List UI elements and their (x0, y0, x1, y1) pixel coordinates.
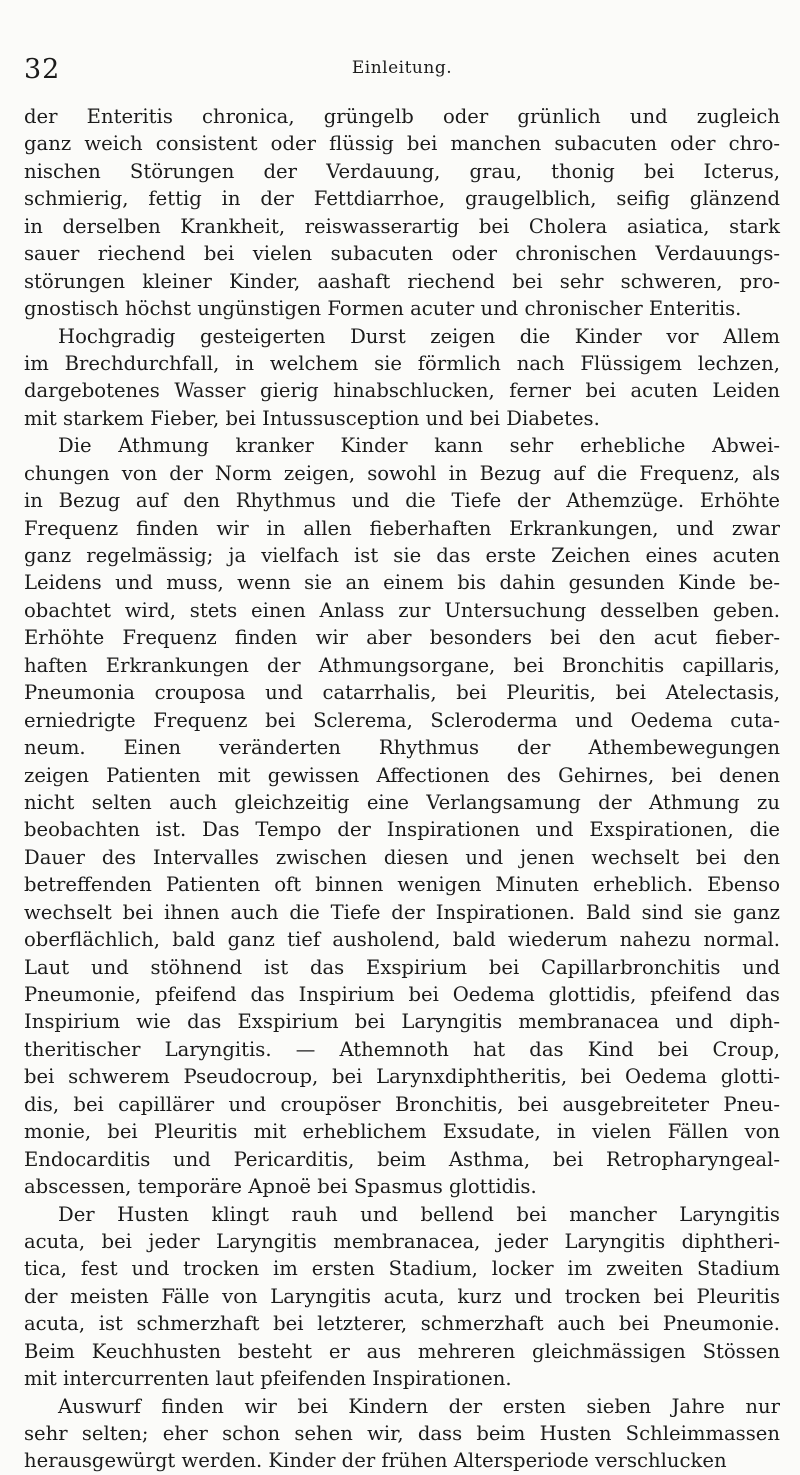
text-line: Der Husten klingt rauh und bellend bei mancher Laryngitis (58, 1202, 780, 1226)
text-line: schmierig, fettig in der Fettdiarrhoe, graugelblich, seifig glänzend (24, 187, 780, 211)
text-line: dis, bei capillärer und croupöser Bronchitis, bei ausgebreiteter Pneu- (24, 1092, 780, 1116)
text-line: Pneumonia crouposa und catarrhalis, bei Pleuritis, bei Atelectasis, (24, 681, 780, 705)
text-line: obachtet wird, stets einen Anlass zur Untersuchung desselben geben. (24, 598, 780, 622)
text-line: mit starkem Fieber, bei Intussusception und bei Diabetes. (24, 406, 600, 430)
text-line: monie, bei Pleuritis mit erheblichem Exsudate, in vielen Fällen von (24, 1120, 780, 1144)
text-line: betreffenden Patienten oft binnen wenigen Minuten erheblich. Ebenso (24, 873, 780, 897)
body-text (24, 103, 780, 1475)
text-line: acuta, ist schmerzhaft bei letzterer, schmerzhaft auch bei Pneumonie. (24, 1312, 780, 1336)
page-header (24, 54, 780, 94)
text-line: in derselben Krankheit, reiswasserartig bei Cholera asiatica, stark (24, 214, 780, 238)
text-line: ganz weich consistent oder flüssig bei manchen subacuten oder chro- (24, 132, 780, 156)
text-line: zeigen Patienten mit gewissen Affectionen des Gehirnes, bei denen (24, 763, 780, 787)
text-line: der Enteritis chronica, grüngelb oder grünlich und zugleich (24, 105, 780, 128)
text-line: theritischer Laryngitis. — Athemnoth hat das Kind bei Croup, (24, 1037, 780, 1061)
text-line: nischen Störungen der Verdauung, grau, thonig bei Icterus, (24, 159, 780, 183)
text-line: Pneumonie, pfeifend das Inspirium bei Oedema glottidis, pfeifend das (24, 983, 780, 1006)
text-line: gnostisch höchst ungünstigen Formen acuter und chronischer Enteritis. (24, 297, 742, 321)
text-line: herausgewürgt werden. Kinder der frühen Altersperiode verschlucken (24, 1449, 727, 1473)
text-line: Endocarditis und Pericarditis, beim Asthma, bei Retropharyngeal- (24, 1147, 780, 1171)
text-line: oberflächlich, bald ganz tief ausholend, bald wiederum nahezu normal. (24, 928, 780, 952)
text-line: der meisten Fälle von Laryngitis acuta, kurz und trocken bei Pleuritis (24, 1284, 780, 1308)
text-line: mit intercurrenten laut pfeifenden Inspirationen. (24, 1367, 512, 1391)
text-line: chungen von der Norm zeigen, sowohl in Bezug auf die Frequenz, als (24, 461, 780, 485)
text-line: Dauer des Intervalles zwischen diesen und jenen wechselt bei den (24, 845, 780, 869)
running-head: Einleitung. (351, 58, 453, 78)
text-line: im Brechdurchfall, in welchem sie förmlich nach Flüssigem lechzen, (24, 351, 780, 375)
text-line: Laut und stöhnend ist das Exspirium bei Capillarbronchitis und (24, 955, 780, 979)
text-line: störungen kleiner Kinder, aashaft riechend bei sehr schweren, pro- (24, 269, 780, 293)
text-line: Beim Keuchhusten besteht er aus mehreren gleichmässigen Stössen (24, 1339, 780, 1363)
text-line: Leidens und muss, wenn sie an einem bis dahin gesunden Kinde be- (24, 571, 780, 595)
text-line: neum. Einen veränderten Rhythmus der Athembewegungen (24, 736, 780, 760)
text-line: Erhöhte Frequenz finden wir aber besonders bei den acut fieber- (24, 626, 780, 650)
text-line: nicht selten auch gleichzeitig eine Verlangsamung der Athmung zu (24, 790, 780, 814)
text-line: haften Erkrankungen der Athmungsorgane, bei Bronchitis capillaris, (24, 653, 780, 677)
text-line: ganz regelmässig; ja vielfach ist sie das erste Zeichen eines acuten (24, 544, 780, 567)
text-line: dargebotenes Wasser gierig hinabschlucken, ferner bei acuten Leiden (24, 379, 780, 403)
text-line: in Bezug auf den Rhythmus und die Tiefe der Athemzüge. Erhöhte (24, 489, 780, 513)
text-line: wechselt bei ihnen auch die Tiefe der Inspirationen. Bald sind sie ganz (24, 900, 780, 924)
text-line: sauer riechend bei vielen subacuten oder chronischen Verdauungs- (24, 242, 780, 266)
text-line: abscessen, temporäre Apnoë bei Spasmus glottidis. (24, 1175, 537, 1199)
text-line: Die Athmung kranker Kinder kann sehr erhebliche Abwei- (58, 434, 780, 458)
text-line: Auswurf finden wir bei Kindern der ersten sieben Jahre nur (58, 1394, 780, 1418)
text-line: tica, fest und trocken im ersten Stadium, locker im zweiten Stadium (24, 1257, 780, 1281)
text-line: Hochgradig gesteigerten Durst zeigen die Kinder vor Allem (58, 324, 780, 348)
text-line: beobachten ist. Das Tempo der Inspirationen und Exspirationen, die (24, 818, 780, 842)
text-line: Inspirium wie das Exspirium bei Laryngitis membranacea und diph- (24, 1010, 780, 1034)
text-line: erniedrigte Frequenz bei Sclerema, Scleroderma und Oedema cuta- (24, 708, 780, 732)
text-line: acuta, bei jeder Laryngitis membranacea, jeder Laryngitis diphtheri- (24, 1229, 780, 1253)
text-line: sehr selten; eher schon sehen wir, dass beim Husten Schleimmassen (24, 1422, 780, 1445)
text-line: Frequenz finden wir in allen fieberhaften Erkrankungen, und zwar (24, 516, 780, 540)
page-number: 32 (24, 54, 61, 85)
text-line: bei schwerem Pseudocroup, bei Larynxdiphtheritis, bei Oedema glotti- (24, 1065, 780, 1089)
